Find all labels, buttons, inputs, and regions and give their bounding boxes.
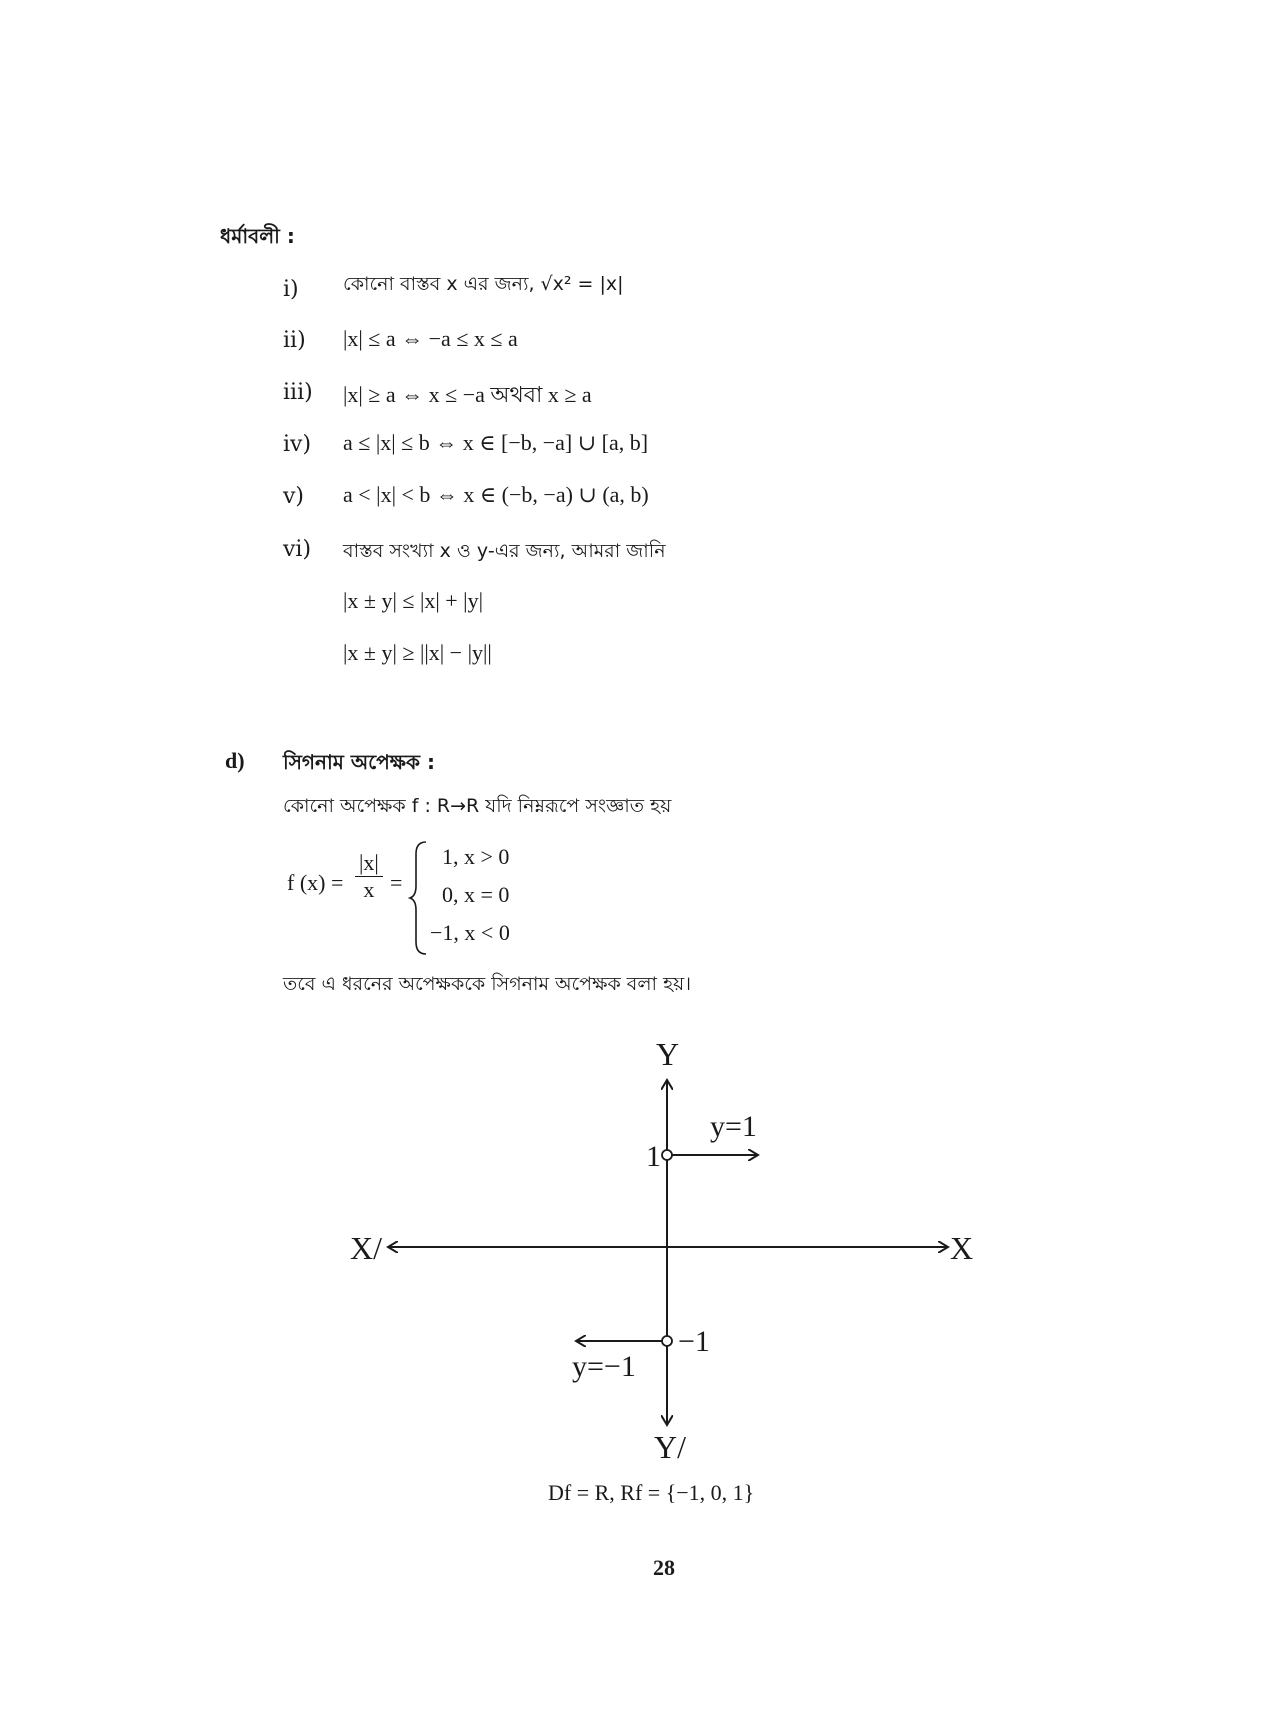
y-axis-bottom-label: Y/	[654, 1429, 686, 1465]
property-4: a ≤ |x| ≤ b ⇔ x ∈ [−b, −a] ∪ [a, b]	[343, 430, 649, 455]
property-label-3: iii)	[283, 380, 313, 405]
property-label-5: v)	[283, 484, 305, 509]
open-point-upper	[662, 1150, 672, 1160]
conclusion-text: তবে এ ধরনের অপেক্ষককে সিগনাম অপেক্ষক বলা হয়।	[283, 973, 692, 995]
fraction-numerator: |x|	[355, 850, 383, 877]
x-axis-right-label: X	[950, 1230, 974, 1266]
intro-text: কোনো অপেক্ষক f : R→R যদি নিম্নরূপে সংজ্ঞাত হয়	[283, 795, 672, 817]
property-label-1: i)	[283, 277, 299, 302]
definition-lhs: f (x) =	[287, 870, 344, 895]
domain-range: Df = R, Rf = {−1, 0, 1}	[548, 1480, 755, 1505]
left-brace	[408, 838, 430, 958]
triangle-inequality-2: |x ± y| ≥ ||x| − |y||	[343, 640, 492, 665]
definition-fraction	[355, 850, 383, 903]
triangle-inequality-1: |x ± y| ≤ |x| + |y|	[343, 588, 483, 613]
section-heading: ধর্মাবলী :	[220, 224, 295, 248]
property-label-6: vi)	[283, 537, 312, 562]
page-number: 28	[653, 1555, 675, 1580]
property-2: |x| ≤ a ⇔ −a ≤ x ≤ a	[343, 326, 518, 351]
signum-graph	[340, 1030, 1000, 1470]
lower-ray-label: y=−1	[572, 1350, 636, 1383]
case-negative: −1, x < 0	[430, 920, 510, 945]
property-label-4: iv)	[283, 432, 312, 457]
property-1	[343, 270, 624, 302]
x-axis-left-label: X/	[350, 1230, 382, 1266]
case-zero: 0, x = 0	[442, 882, 510, 907]
upper-ray-label: y=1	[710, 1110, 757, 1143]
definition-cases	[430, 838, 510, 952]
property-6: বাস্তব সংখ্যা x ও y-এর জন্য, আমরা জানি	[343, 540, 666, 562]
upper-point-label: 1	[646, 1140, 661, 1173]
property-5: a < |x| < b ⇔ x ∈ (−b, −a) ∪ (a, b)	[343, 482, 649, 507]
case-positive: 1, x > 0	[442, 844, 510, 869]
property-3: |x| ≥ a ⇔ x ≤ −a অথবা x ≥ a	[343, 382, 592, 407]
subsection-title: সিগনাম অপেক্ষক :	[283, 750, 435, 774]
definition-equals: =	[390, 870, 403, 895]
fraction-denominator: x	[363, 877, 375, 902]
y-axis-top-label: Y	[656, 1036, 680, 1072]
subsection-label: d)	[225, 748, 245, 773]
lower-point-label: −1	[678, 1325, 710, 1358]
property-label-2: ii)	[283, 328, 306, 353]
property-1-text: কোনো বাস্তব x এর জন্য, √x² = |x|	[343, 273, 624, 295]
open-point-lower	[662, 1336, 672, 1346]
